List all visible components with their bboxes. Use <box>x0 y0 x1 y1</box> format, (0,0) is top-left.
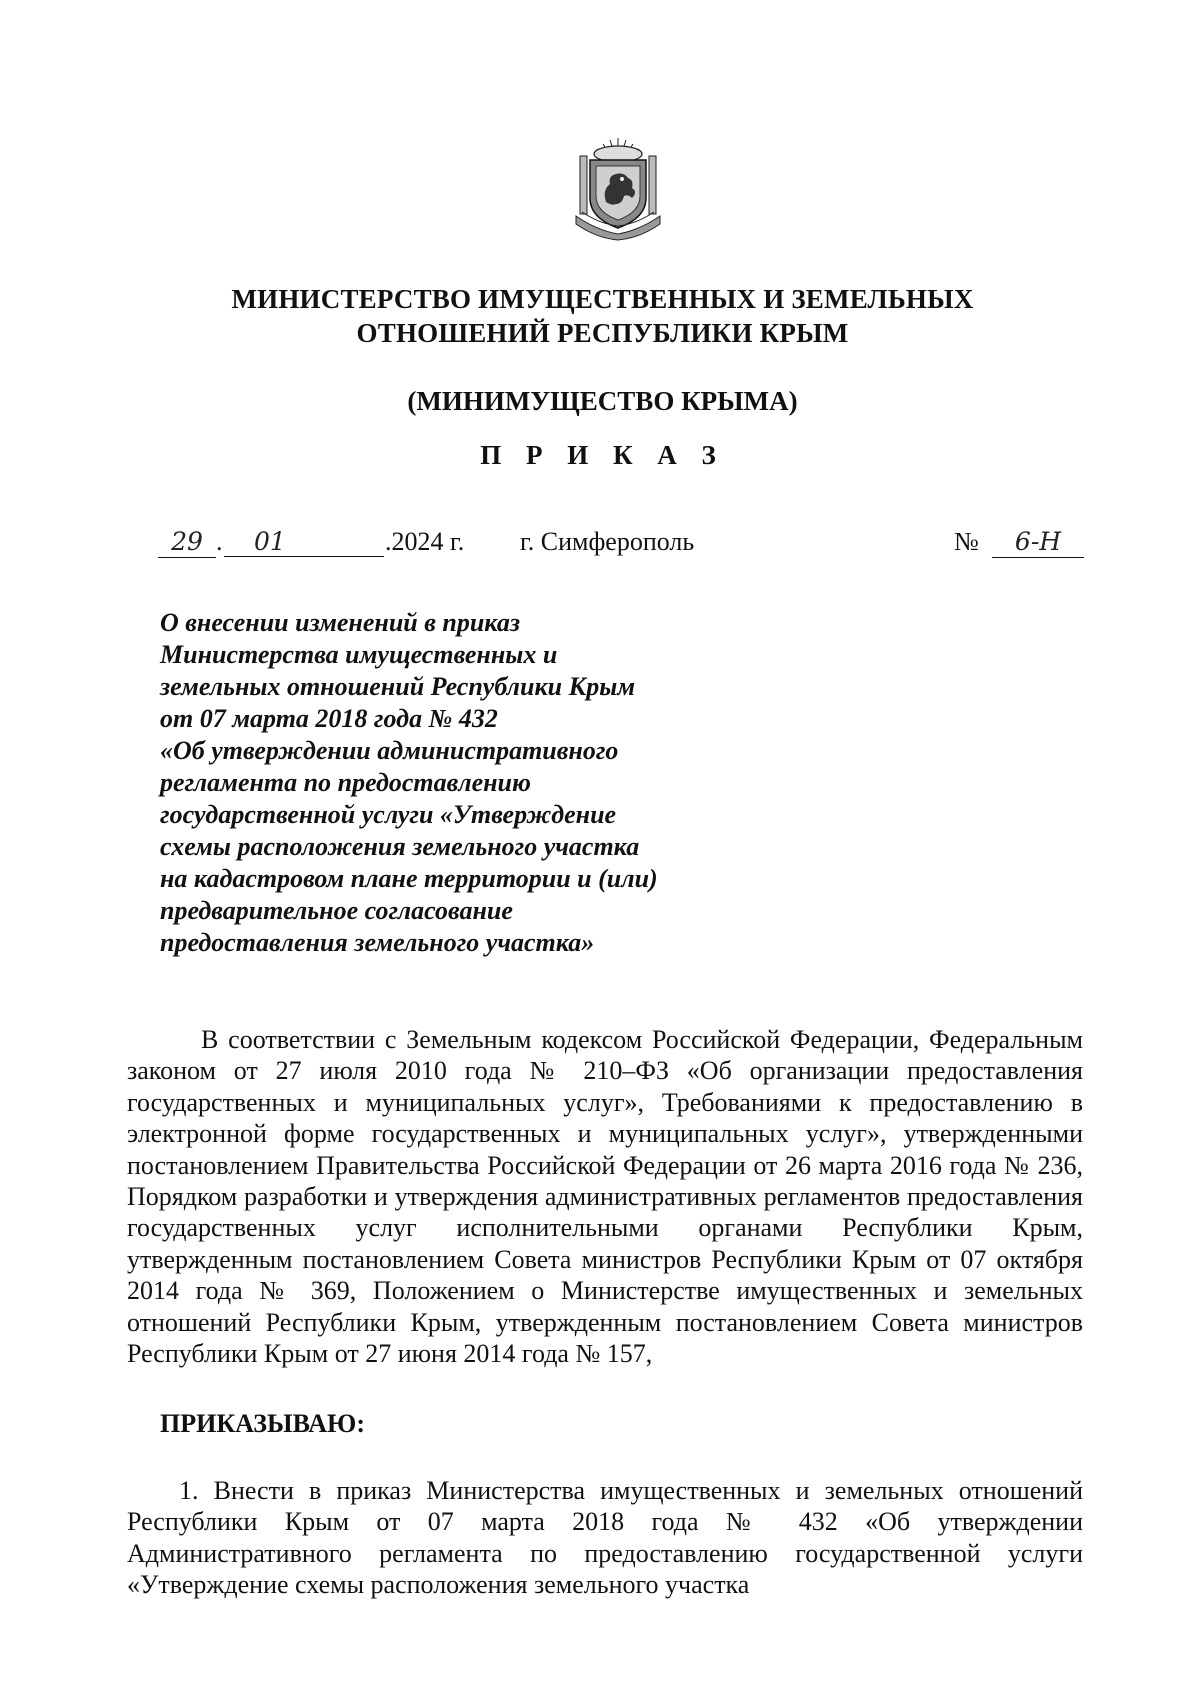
date-year: .2024 г. <box>385 527 465 556</box>
subject-line: от 07 марта 2018 года № 432 <box>160 704 498 733</box>
subject-line: регламента по предоставлению <box>160 768 531 797</box>
date-month-handwritten: 01 <box>224 527 384 557</box>
ministry-title-line1: МИНИСТЕРСТВО ИМУЩЕСТВЕННЫХ И ЗЕМЕЛЬНЫХ <box>231 284 974 314</box>
ministry-title-line2: ОТНОШЕНИЙ РЕСПУБЛИКИ КРЫМ <box>356 318 849 348</box>
city-name: г. Симферополь <box>520 527 695 556</box>
ministry-title <box>180 282 1025 350</box>
subject-line: Министерства имущественных и <box>160 640 558 669</box>
ministry-short-name: (МИНИМУЩЕСТВО КРЫМА) <box>407 386 798 416</box>
crimea-coat-of-arms-icon <box>572 132 664 242</box>
date-day-handwritten: 29 <box>158 527 216 558</box>
subject-line: на кадастровом плане территории и (или) <box>160 864 658 893</box>
number-label: № <box>954 527 979 556</box>
order-number-handwritten: 6-Н <box>992 527 1084 558</box>
document-type-heading: П Р И К А З <box>480 440 725 470</box>
subject-line: «Об утверждении административного <box>160 736 619 765</box>
subject-line: земельных отношений Республики Крым <box>160 672 636 701</box>
order-subject <box>160 607 720 959</box>
subject-line: схемы расположения земельного участка <box>160 832 640 861</box>
subject-line: предоставления земельного участка» <box>160 928 595 957</box>
subject-line: государственной услуги «Утверждение <box>160 800 617 829</box>
subject-line: предварительное согласование <box>160 896 513 925</box>
order-directive-heading: ПРИКАЗЫВАЮ: <box>160 1409 365 1438</box>
preamble-paragraph: В соответствии с Земельным кодексом Российской Федерации, Федеральным законом от 27 июля 2010 года № 210–ФЗ «Об организации предоставления государственных и муниципальных услуг», Требованиями к предоставлению в электронной форме государственных и муниципальных услуг», утвержденными постановлением Правительства Российской Федерации от 26 марта 2016 года № 236, Порядком разработки и утверждения административных регламентов предоставления государственных услуг исполнительными органами Республики Крым, утвержденным постановлением Совета министров Республики Крым от 07 октября 2014 года № 369, Положением о Министерстве имущественных и земельных отношений Республики Крым, утвержденным постановлением Совета министров Республики Крым от 27 июня 2014 года № 157, <box>127 1025 1083 1369</box>
subject-line: О внесении изменений в приказ <box>160 608 520 637</box>
date-separator: . <box>216 527 223 556</box>
date-number-row <box>150 525 1100 565</box>
order-item-1: 1. Внести в приказ Министерства имущественных и земельных отношений Республики Крым от 07 марта 2018 года № 432 «Об утверждении Административного регламента по предоставлению государственной услуги «Утверждение схемы расположения земельного участка <box>127 1476 1083 1600</box>
